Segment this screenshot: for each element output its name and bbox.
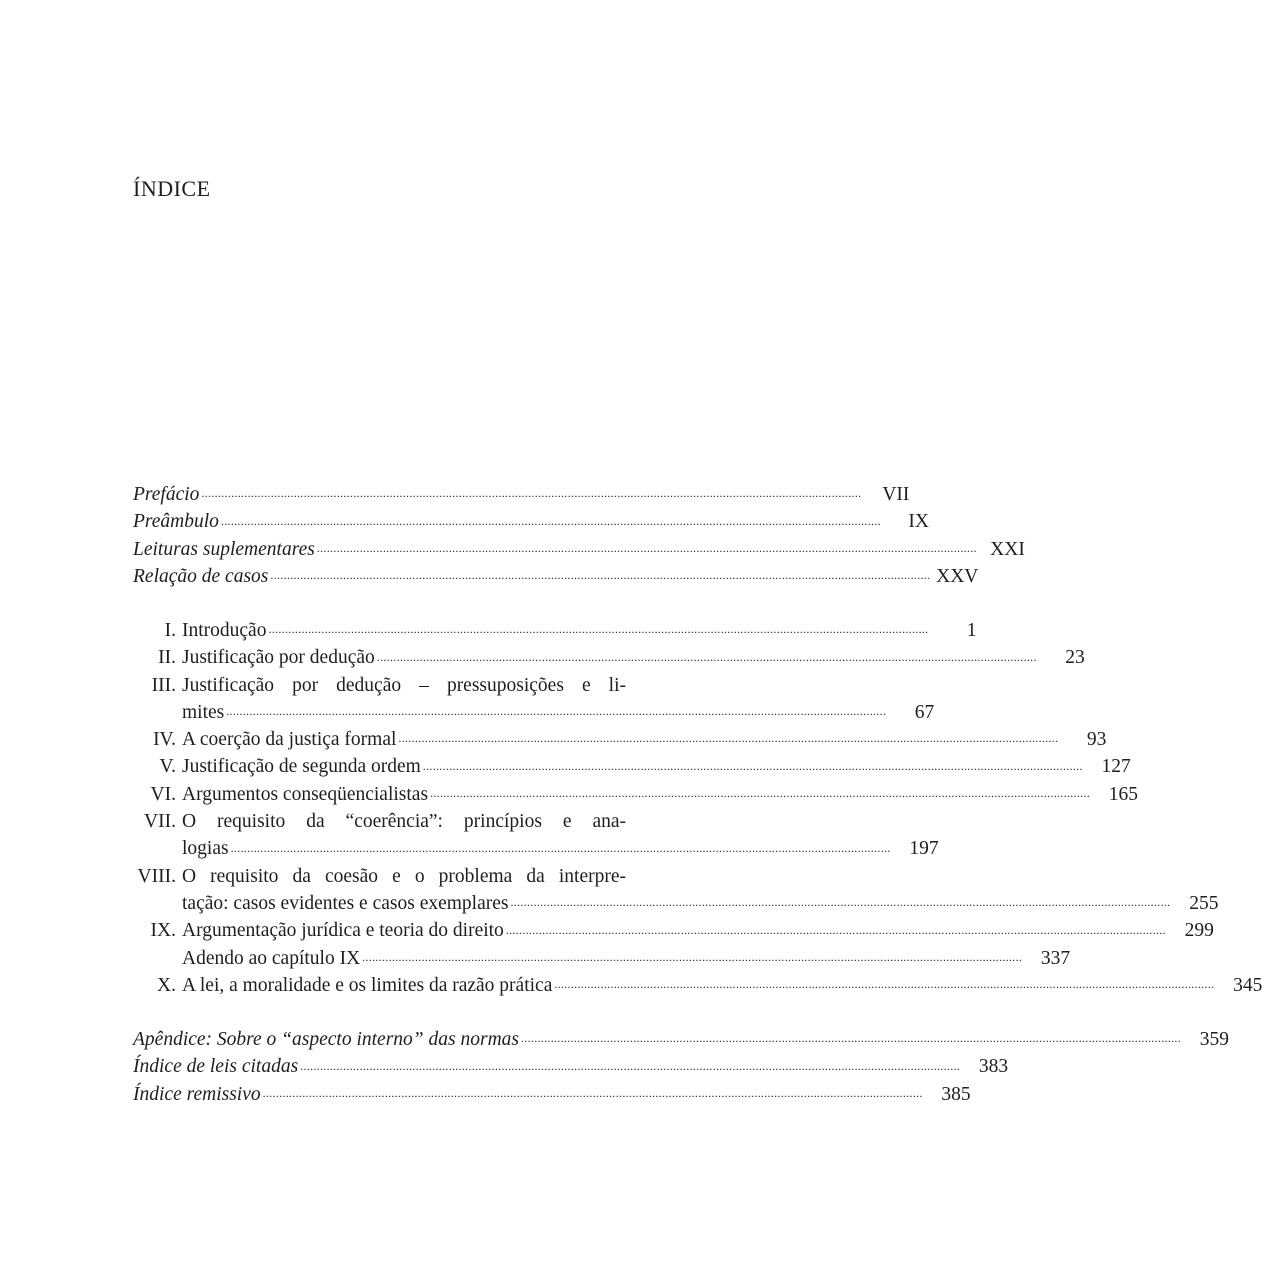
page-title: ÍNDICE	[133, 176, 211, 201]
toc-chapter-entry-line2[interactable]	[133, 890, 1219, 917]
chapter-number: II.	[158, 647, 176, 669]
dot-leader: ........................................................................................................................................................................................................	[510, 895, 1171, 910]
dot-leader: ........................................................................................................................................................................................................	[201, 486, 862, 501]
toc-entry-page: VII	[882, 484, 910, 505]
chapter-title: Argumentação jurídica e teoria do direito	[182, 920, 504, 942]
dot-leader: ........................................................................................................................................................................................................	[262, 1085, 923, 1100]
toc-entry-page: 383	[978, 1056, 1009, 1078]
toc-chapter-entry[interactable]	[133, 753, 1131, 780]
chapter-title-line1: O requisito da coesão e o problema da interpre-	[182, 865, 626, 887]
chapter-page: 255	[1189, 892, 1219, 914]
chapter-number: VI.	[150, 783, 176, 805]
dot-leader: ........................................................................................................................................................................................................	[430, 786, 1091, 801]
dot-leader: ........................................................................................................................................................................................................	[220, 513, 881, 528]
dot-leader: ........................................................................................................................................................................................................	[554, 977, 1215, 992]
chapter-page: 127	[1101, 756, 1131, 778]
dot-leader: ........................................................................................................................................................................................................	[398, 731, 1059, 746]
chapter-page: 197	[909, 838, 939, 860]
chapter-title: logias	[182, 838, 229, 860]
chapter-number: V.	[159, 756, 176, 778]
toc-entry[interactable]	[133, 1053, 1009, 1080]
chapter-title: tação: casos evidentes e casos exemplares	[182, 892, 509, 914]
toc-chapter-entry-line1[interactable]	[133, 863, 684, 890]
chapter-number: VIII.	[137, 865, 176, 887]
toc-chapter-entry-line1[interactable]	[133, 808, 684, 835]
toc-entry-title: Preâmbulo	[133, 511, 219, 533]
chapter-page: 93	[1086, 729, 1107, 751]
chapter-title: Argumentos conseqüencialistas	[182, 783, 429, 805]
chapter-number: I.	[164, 620, 176, 641]
toc-chapter-entry-line2[interactable]	[133, 699, 935, 726]
toc-entry-page: 385	[941, 1083, 971, 1105]
toc-chapter-entry[interactable]	[133, 781, 1139, 808]
chapter-number: III.	[151, 674, 176, 696]
toc-entry[interactable]	[133, 481, 910, 508]
toc-entry-title: Índice remissivo	[133, 1083, 261, 1105]
chapter-title-line1: O requisito da “coerência”: princípios e ana-	[182, 811, 626, 833]
chapter-title-line1: Justificação por dedução – pressuposições e li-	[182, 674, 626, 696]
chapter-number: IV.	[153, 729, 176, 751]
chapter-title: Justificação por dedução	[182, 647, 375, 669]
toc-chapter-entry[interactable]	[133, 945, 1071, 972]
toc-entry[interactable]	[133, 508, 929, 535]
chapter-title: A lei, a moralidade e os limites da razão prática	[182, 974, 553, 996]
toc-entry-page: IX	[908, 511, 929, 533]
toc-entry-title: Leituras suplementares	[133, 538, 315, 560]
toc-entry-page: 359	[1199, 1029, 1229, 1050]
chapter-title: Introdução	[182, 620, 267, 641]
toc-chapter-entry[interactable]	[133, 726, 1107, 753]
toc-entry[interactable]	[133, 1026, 1229, 1053]
dot-leader: ........................................................................................................................................................................................................	[268, 622, 929, 637]
toc-entry[interactable]	[133, 563, 979, 590]
dot-leader: ........................................................................................................................................................................................................	[226, 704, 887, 719]
toc-front-matter	[133, 481, 1025, 590]
toc-back-matter	[133, 1026, 1229, 1108]
chapter-number: VII.	[144, 811, 176, 833]
chapter-number: IX.	[150, 920, 176, 942]
toc-entry-title: Prefácio	[133, 484, 200, 505]
dot-leader: ........................................................................................................................................................................................................	[230, 840, 891, 855]
dot-leader: ........................................................................................................................................................................................................	[422, 758, 1083, 773]
chapter-title: Adendo ao capítulo IX	[182, 947, 361, 969]
toc-entry-title: Índice de leis citadas	[133, 1056, 299, 1078]
chapter-page: 299	[1184, 920, 1214, 942]
toc-chapter-entry[interactable]	[133, 644, 1085, 671]
toc-entry-title: Apêndice: Sobre o “aspecto interno” das normas	[133, 1029, 519, 1050]
toc-entry-title: Relação de casos	[133, 565, 269, 587]
toc-chapters	[133, 617, 1262, 999]
toc-chapter-entry[interactable]	[133, 972, 1262, 999]
dot-leader: ........................................................................................................................................................................................................	[362, 949, 1023, 964]
dot-leader: ........................................................................................................................................................................................................	[270, 568, 931, 583]
chapter-page: 337	[1040, 947, 1071, 969]
chapter-page: 23	[1065, 647, 1085, 669]
chapter-page: 345	[1233, 974, 1262, 996]
chapter-page: 67	[914, 701, 935, 723]
toc-entry-page: XXV	[936, 565, 979, 587]
chapter-title: Justificação de segunda ordem	[182, 756, 421, 778]
chapter-page: 1	[966, 620, 977, 641]
dot-leader: ........................................................................................................................................................................................................	[300, 1058, 961, 1073]
toc-entry[interactable]	[133, 1081, 971, 1108]
dot-leader: ........................................................................................................................................................................................................	[376, 649, 1037, 664]
toc-chapter-entry-line1[interactable]	[133, 672, 684, 699]
dot-leader: ........................................................................................................................................................................................................	[521, 1031, 1181, 1046]
chapter-page: 165	[1108, 783, 1139, 805]
dot-leader: ........................................................................................................................................................................................................	[316, 540, 977, 555]
chapter-title: mites	[182, 701, 225, 723]
dot-leader: ........................................................................................................................................................................................................	[505, 922, 1166, 937]
toc-chapter-entry[interactable]	[133, 917, 1214, 944]
toc-chapter-entry-line2[interactable]	[133, 835, 939, 862]
toc-entry[interactable]	[133, 536, 1025, 563]
toc-entry-page: XXI	[990, 538, 1025, 560]
chapter-title: A coerção da justiça formal	[182, 729, 397, 751]
chapter-number: X.	[157, 974, 176, 996]
toc-chapter-entry[interactable]	[133, 617, 977, 644]
